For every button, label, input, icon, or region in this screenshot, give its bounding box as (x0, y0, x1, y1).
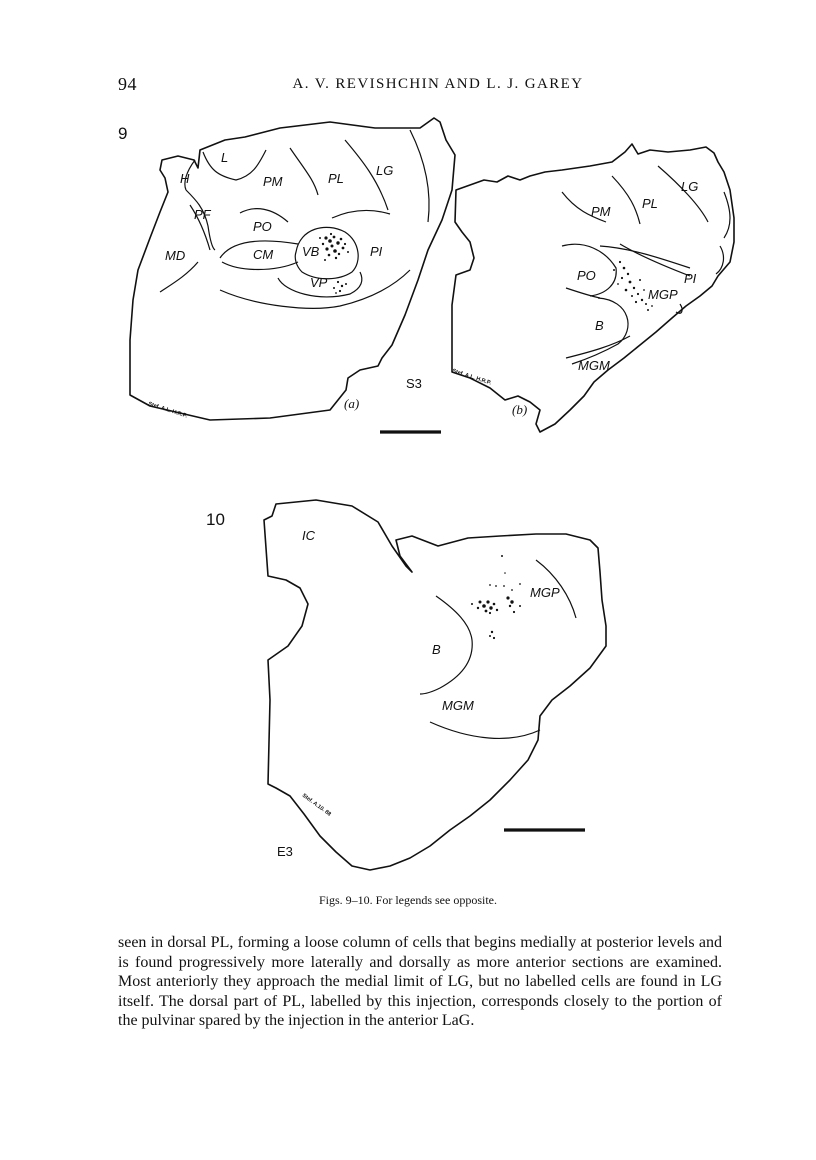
region-label-b-B: B (595, 318, 604, 333)
panel-label-b: (b) (512, 402, 528, 417)
figure-caption: Figs. 9–10. For legends see opposite. (319, 893, 497, 907)
artist-signature-9a: Stef. A.L. H.R.P. (147, 401, 188, 420)
boundary-PM-PL (290, 148, 318, 195)
boundary-b-LG (724, 192, 730, 238)
figure-10-outline (264, 500, 606, 870)
region-label-PF: PF (194, 207, 211, 222)
boundary-10-B (420, 596, 472, 694)
boundary-b-PO-bottom (566, 288, 600, 298)
boundary-10-MGM (430, 722, 540, 738)
region-label-MD: MD (165, 248, 186, 263)
region-label-PM: PM (263, 174, 283, 189)
region-label-L: L (221, 150, 229, 165)
labelled-cells-10 (471, 555, 521, 639)
region-label-LG: LG (376, 163, 394, 178)
region-label-10-IC: IC (302, 528, 315, 543)
boundary-b-MGM (566, 336, 630, 358)
boundary-b-PL-LG (658, 166, 708, 222)
region-label-PI: PI (370, 244, 383, 259)
region-label-b-PL: PL (642, 196, 658, 211)
running-head-authors: A. V. REVISHCHIN AND L. J. GAREY (292, 76, 584, 92)
panel-label-a: (a) (344, 396, 360, 411)
artist-signature-10: Stef. A.10. 88 (300, 792, 332, 818)
boundary-CM-bottom (222, 262, 298, 270)
region-label-10-B: B (432, 642, 441, 657)
boundary-LG (410, 130, 429, 222)
figure-9a-outline (130, 118, 455, 420)
region-label-10-MGP: MGP (530, 585, 560, 600)
figure-9a-section (130, 118, 455, 420)
region-label-VP: VP (310, 275, 328, 290)
figure-10-section (264, 500, 606, 870)
case-label-E3: E3 (277, 844, 293, 859)
boundary-b-PM-PL (612, 176, 640, 224)
boundary-b-MGP-mid (620, 244, 690, 276)
region-label-CM: CM (253, 247, 274, 262)
region-label-b-MGM: MGM (578, 358, 610, 373)
artist-signature-9b: Stef. A.L. H.R.P. (451, 368, 492, 387)
region-label-PO: PO (253, 219, 272, 234)
figure-10-number: 10 (206, 510, 225, 529)
region-label-VB: VB (302, 244, 320, 259)
region-label-b-PO: PO (577, 268, 596, 283)
region-label-b-MGP: MGP (648, 287, 678, 302)
case-label-S3: S3 (406, 376, 422, 391)
body-paragraph: seen in dorsal PL, forming a loose column of cells that begins medially at posterior levels and is found progressively more laterally and dorsally as more anterior sections are examined. Most anteriorly they approach the medial limit of LG, but no labelled cells are found in LG itself. The dorsal part of PL, labelled by this injection, corresponds closely to the portion of the pulvinar spared by the injection in the anterior LaG. (118, 934, 722, 1030)
region-label-b-PI: PI (684, 271, 697, 286)
labelled-cells-9b (613, 261, 653, 311)
figure-9b-section (451, 144, 734, 432)
region-label-PL: PL (328, 171, 344, 186)
page-number: 94 (118, 74, 137, 94)
region-label-H: H (180, 171, 190, 186)
region-label-b-PM: PM (591, 204, 611, 219)
region-label-b-LG: LG (681, 179, 699, 194)
region-label-10-MGM: MGM (442, 698, 474, 713)
boundary-MD (160, 262, 198, 292)
boundary-PL-PI (332, 211, 390, 218)
boundary-L (203, 150, 266, 180)
figure-9-number: 9 (118, 124, 128, 143)
